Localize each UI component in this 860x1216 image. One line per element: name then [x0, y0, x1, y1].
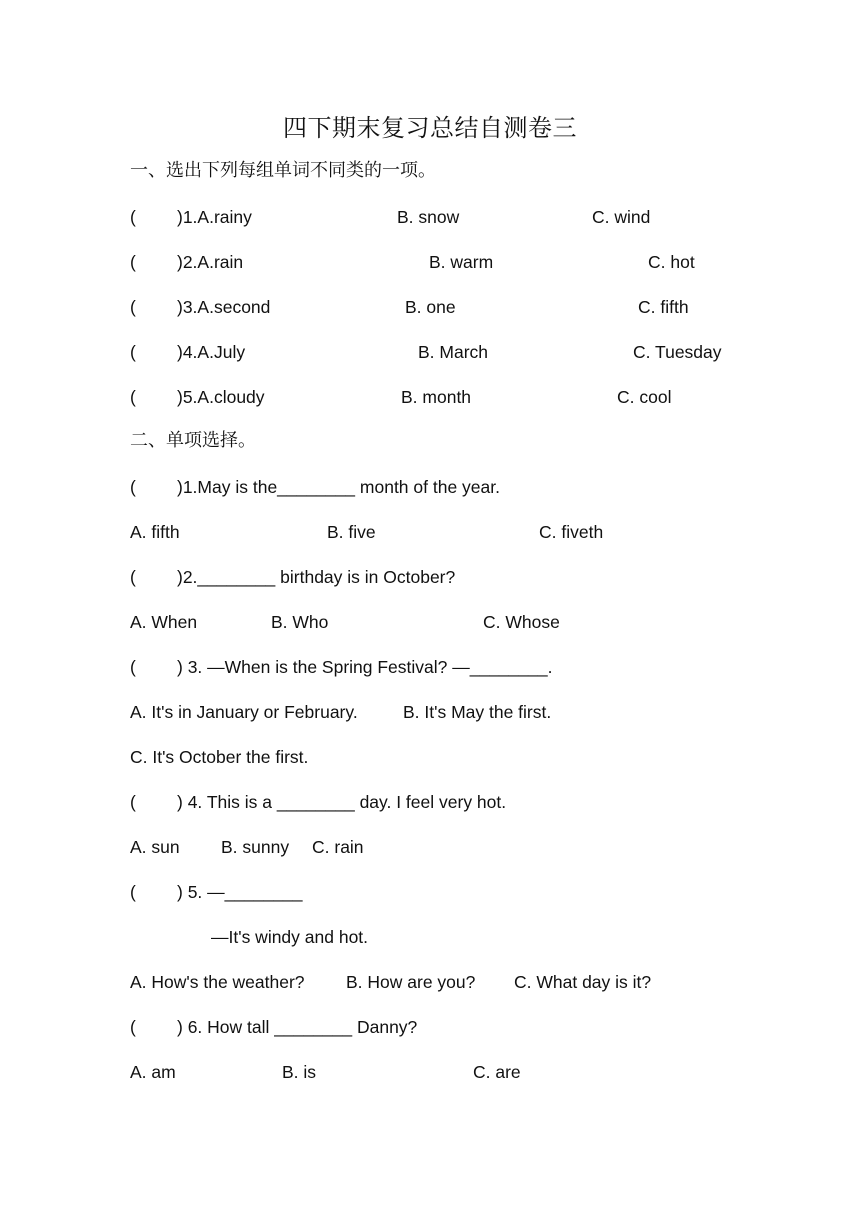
- s2-q1-paren: (: [130, 477, 136, 497]
- s2-q5-option-b: B. How are you?: [346, 972, 476, 992]
- section-2-heading: 二、单项选择。: [130, 430, 256, 451]
- s1-q4-option-a: )4.A.July: [177, 342, 246, 362]
- s2-q2-stem: )2.________ birthday is in October?: [177, 567, 456, 587]
- s1-q5-paren: (: [130, 387, 136, 407]
- s2-q5-stem: ) 5. —________: [177, 882, 303, 902]
- s2-q3-paren: (: [130, 657, 136, 677]
- s1-q2-option-a: )2.A.rain: [177, 252, 244, 272]
- s2-q6-option-c: C. are: [473, 1062, 521, 1082]
- s1-q1-option-a: )1.A.rainy: [177, 207, 252, 227]
- s2-q2-option-a: A. When: [130, 612, 198, 632]
- section-1-heading: 一、选出下列每组单词不同类的一项。: [130, 160, 436, 181]
- s1-q4-paren: (: [130, 342, 136, 362]
- s2-q4-stem: ) 4. This is a ________ day. I feel very hot.: [177, 792, 507, 812]
- s1-q4-option-b: B. March: [418, 342, 489, 362]
- s2-q6-paren: (: [130, 1017, 136, 1037]
- s1-q1-paren: (: [130, 207, 136, 227]
- s2-q1-option-c: C. fiveth: [539, 522, 604, 542]
- s2-q4-paren: (: [130, 792, 136, 812]
- s1-q3-paren: (: [130, 297, 136, 317]
- s1-q5-option-a: )5.A.cloudy: [177, 387, 265, 407]
- s1-q1-option-b: B. snow: [397, 207, 460, 227]
- s2-q2-option-c: C. Whose: [483, 612, 560, 632]
- s1-q1-option-c: C. wind: [592, 207, 651, 227]
- s2-q4-option-c: C. rain: [312, 837, 364, 857]
- s2-q6-option-b: B. is: [282, 1062, 317, 1082]
- s2-q3-stem: ) 3. —When is the Spring Festival? —________.: [177, 657, 553, 677]
- s1-q5-option-c: C. cool: [617, 387, 672, 407]
- s2-q2-option-b: B. Who: [271, 612, 329, 632]
- s1-q5-option-b: B. month: [401, 387, 472, 407]
- s1-q2-paren: (: [130, 252, 136, 272]
- s2-q5-reply: —It's windy and hot.: [211, 927, 369, 947]
- s1-q4-option-c: C. Tuesday: [633, 342, 722, 362]
- s2-q3-option-c: C. It's October the first.: [130, 747, 309, 767]
- s1-q3-option-b: B. one: [405, 297, 456, 317]
- s2-q3-option-a: A. It's in January or February.: [130, 702, 358, 722]
- s2-q1-option-b: B. five: [327, 522, 376, 542]
- s2-q4-option-a: A. sun: [130, 837, 180, 857]
- s2-q2-paren: (: [130, 567, 136, 587]
- s2-q3-option-b: B. It's May the first.: [403, 702, 552, 722]
- s2-q5-paren: (: [130, 882, 136, 902]
- s2-q5-option-c: C. What day is it?: [514, 972, 652, 992]
- s1-q2-option-b: B. warm: [429, 252, 494, 272]
- s1-q3-option-c: C. fifth: [638, 297, 689, 317]
- s2-q6-stem: ) 6. How tall ________ Danny?: [177, 1017, 418, 1037]
- s1-q2-option-c: C. hot: [648, 252, 695, 272]
- s2-q1-option-a: A. fifth: [130, 522, 180, 542]
- page-title: 四下期末复习总结自测卷三: [283, 114, 577, 142]
- s2-q6-option-a: A. am: [130, 1062, 176, 1082]
- s1-q3-option-a: )3.A.second: [177, 297, 271, 317]
- s2-q1-stem: )1.May is the________ month of the year.: [177, 477, 500, 497]
- s2-q5-option-a: A. How's the weather?: [130, 972, 305, 992]
- s2-q4-option-b: B. sunny: [221, 837, 290, 857]
